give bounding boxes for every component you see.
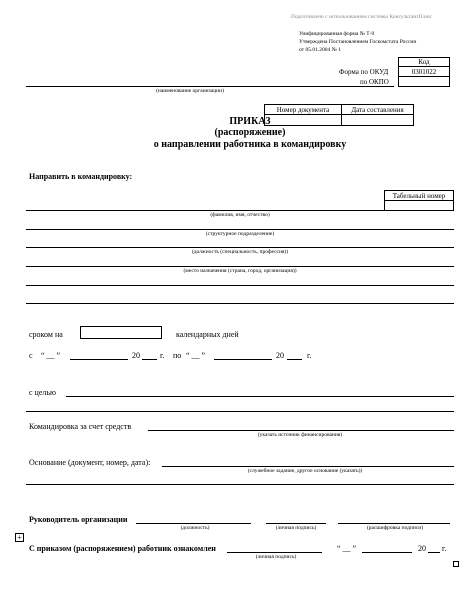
head-signature-caption: (личная подпись) [275,525,317,531]
ack-month-field[interactable] [362,552,412,553]
date-from-year-prefix: 20 [132,351,140,360]
funding-caption: (указать источник финансирования) [257,432,343,438]
date-from-month-field[interactable] [70,359,128,360]
form-name: Унифицированная форма № Т-9 [299,31,375,37]
order-subtitle: (распоряжение) [214,127,286,138]
date-to-month-field[interactable] [214,359,272,360]
date-to-year-prefix: 20 [276,351,284,360]
ack-label: С приказом (распоряжением) работник ознакомлен [29,544,216,553]
funding-label: Командировка за счет средств [29,422,132,431]
position-caption: (должность (специальность, профессия)) [191,249,289,255]
watermark: Подготовлено с использованием системы КонсультантПлюс [291,14,432,20]
okpo-field[interactable] [398,76,450,87]
okud-value[interactable]: 0301022 [398,66,450,77]
ack-day[interactable]: “ __ ” [337,544,357,553]
head-label: Руководитель организации [29,515,128,524]
okud-label: Форма по ОКУД [339,68,389,76]
form-approval-date: от 05.01.2004 № 1 [299,47,341,53]
purpose-label: с целью [29,388,56,397]
term-suffix: календарных дней [176,330,239,339]
date-from-day[interactable]: “ __ ” [41,351,61,360]
organization-field[interactable] [26,86,394,87]
fio-field[interactable] [26,210,384,211]
basis-caption: (служебное задание, другое основание (указать)) [247,468,363,474]
basis-label: Основание (документ, номер, дата): [29,458,151,467]
destination-field-line3[interactable] [26,303,454,304]
position-field[interactable] [26,247,454,248]
date-to-year-suffix: г. [307,351,312,360]
term-prefix: сроком на [29,330,63,339]
destination-field[interactable] [26,266,454,267]
destination-field-line2[interactable] [26,285,454,286]
head-decoding-field[interactable] [338,523,450,524]
tabel-header: Табельный номер [384,190,454,201]
kod-header: Код [398,57,450,67]
division-field[interactable] [26,229,454,230]
date-to-day[interactable]: “ __ ” [186,351,206,360]
basis-field[interactable] [162,466,454,467]
send-label: Направить в командировку: [29,172,133,181]
date-to-year-field[interactable] [287,359,302,360]
doc-date-header: Дата составления [341,104,414,115]
order-title: ПРИКАЗ [229,116,271,127]
form-approval: Утверждена Постановлением Госкомстата России [299,39,417,45]
organization-caption: (наименование организации) [156,88,224,94]
ack-year-prefix: 20 [418,544,426,553]
move-icon[interactable]: + [15,533,24,542]
date-from-year-field[interactable] [142,359,157,360]
purpose-field-line2[interactable] [26,411,454,412]
term-days-field[interactable] [80,326,162,339]
date-to-label: по [173,351,182,360]
tabel-field[interactable] [384,200,454,211]
date-from-label: с [29,351,33,360]
ack-year-suffix: г. [442,544,447,553]
head-decoding-caption: (расшифровка подписи) [366,525,424,531]
head-position-caption: (должность) [180,525,210,531]
checkbox-icon[interactable] [453,561,459,567]
ack-signature-field[interactable] [227,552,322,553]
ack-signature-caption: (личная подпись) [255,554,297,560]
date-from-year-suffix: г. [160,351,165,360]
doc-number-header: Номер документа [264,104,342,115]
ack-year-field[interactable] [428,552,440,553]
basis-field-line2[interactable] [26,484,454,485]
fio-caption: (фамилия, имя, отчество) [210,212,270,218]
purpose-field[interactable] [66,396,454,397]
division-caption: (структурное подразделение) [205,231,275,237]
head-position-field[interactable] [136,523,251,524]
okpo-label: по ОКПО [360,78,389,86]
order-topic: о направлении работника в командировку [153,139,347,150]
funding-field[interactable] [148,430,454,431]
destination-caption: (место назначения (страна, город, организация)) [183,268,297,274]
head-signature-field[interactable] [266,523,326,524]
